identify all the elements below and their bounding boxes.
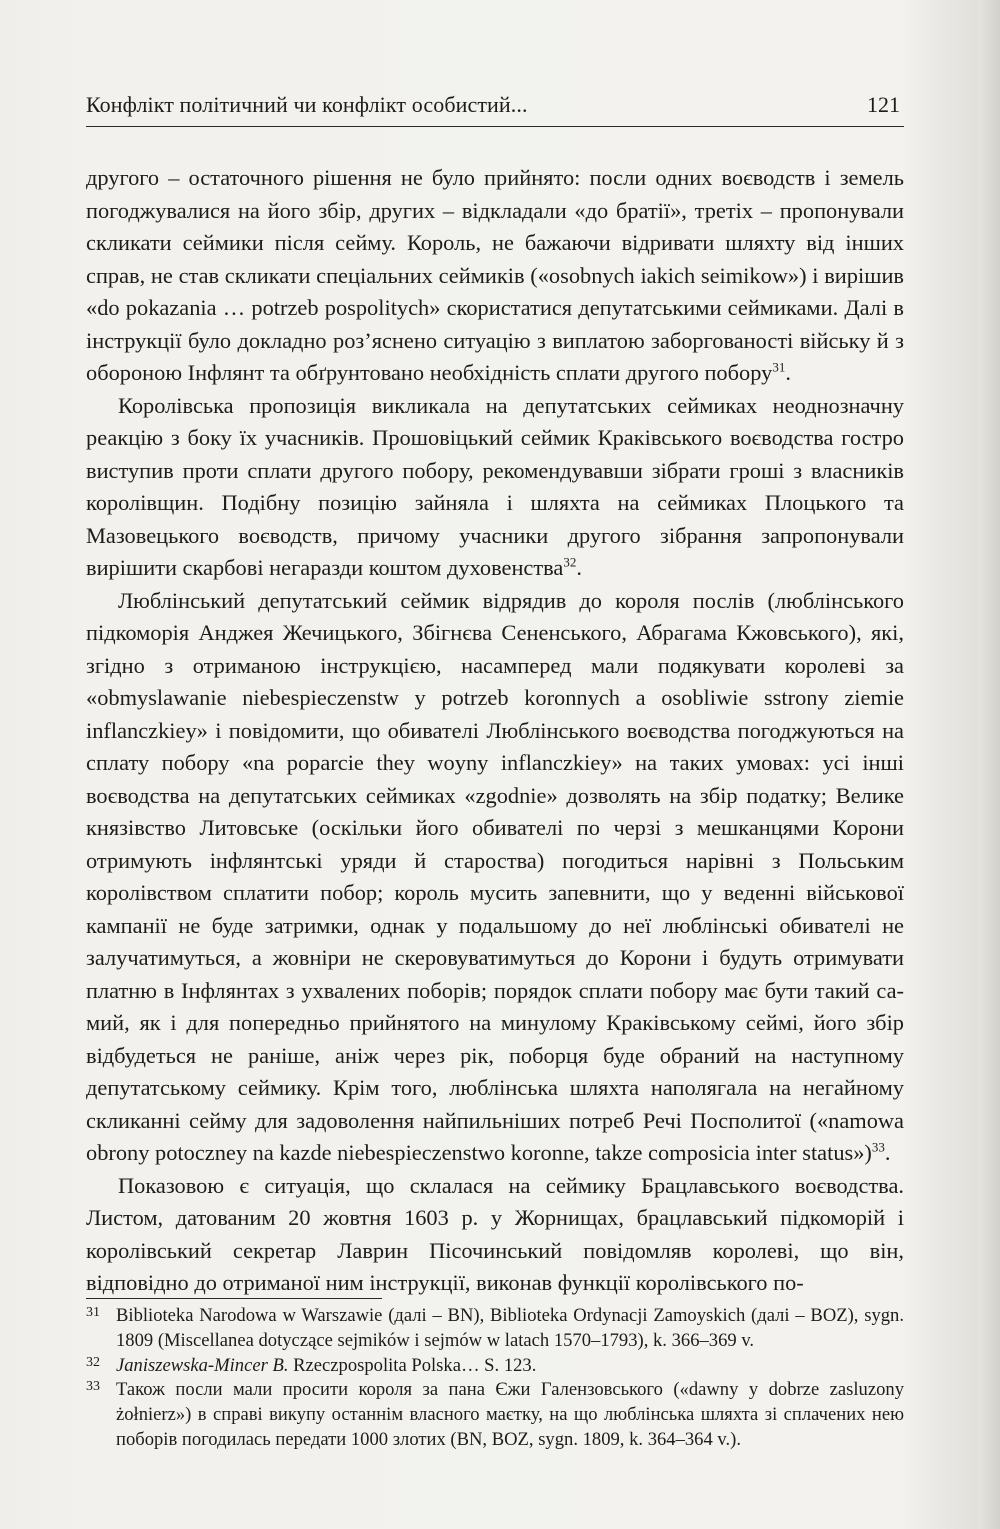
paragraph-3-text: Люблінський депутатський сеймик відрядив до короля послів (люблінського підкоморія Анджея Жечицького, Збігнєва Сененського, Абрагама Кжовського), які, згідно з отриманою інструкцією, насамперед мали подякувати королеві за «obmyslawanie niebespieczenstw у potrzeb koronnych a osobliwie sstrony ziemie inflanczkiey» і повідомити, що обивателі Люблінського воєводства погоджуються на сплату побору «na poparcie they woyny inflanczkiey» на таких умовах: усі інші воєводства на депутатських сеймиках «zgodnie» дозволять на збір податку; Велике князівство Литовське (оскільки його обивателі по черзі з мешканцями Корони отримують інфлянтські уряди й староства) погодиться нарівні з Польським королівством сплатити побор; король мусить запевнити, що у веденні військової кампанії не буде затримки, однак у подальшому до неї люблінські обивателі не залучатимуться, а жовніри не скеровуватимуться до Корони і будуть отримувати платню в Інфлянтах з ухвалених поборів; порядок сплати побору має бути такий самий, як і для попередньо прийнятого на минулому Краківському сеймі, його збір відбудеться не раніше, аніж через рік, поборця буде обраний на наступному депутатському сеймику. Крім того, люблінська шляхта наполягала на негайному скликанні сейму для задоволення найпильніших потреб Речі Посполитої («namowa obrony potoczney na kazde niebespieczenstwo koronne, takze composicia inter status») xyxy=(86,587,904,1165)
footnote-31 xyxy=(86,1304,904,1354)
footnote-text: Також посли мали просити короля за пана Єжи Галензовського («dawny у dobrze zasluzony żołnierz») в справі викупу останнім власного маєтку, на що люблінська шляхта зі сплачених нею поборів погодилась передати 1000 злотих (BN, BOZ, sygn. 1809, k. 364–364 v.). xyxy=(116,1379,904,1450)
footnote-text: Rzeczpospolita Polska… S. 123. xyxy=(288,1354,537,1376)
footnote-ref-33: 33 xyxy=(871,1139,885,1155)
footnotes xyxy=(86,1304,904,1453)
main-text xyxy=(86,162,904,1300)
footnote-number: 32 xyxy=(86,1354,100,1370)
paragraph-1 xyxy=(86,162,904,390)
footnote-ref-31: 31 xyxy=(772,359,786,375)
paragraph-1-text: другого – остаточного рішення не було прийнято: посли одних воєводств і земель погоджувалися на його збір, других – відкладали «до братії», третіх – пропонували скликати сеймики після сейму. Король, не бажаючи відривати шляхту від інших справ, не став скликати спеціальних сеймиків («osobnych iakich seimikow») і вирішив «do pokazania … potrzeb pospolitych» скористатися депутатськими сеймиками. Далі в інструкції було докладно роз’яснено ситуацію з виплатою заборгованості війську й з обороною Інфлянт та обґрунтовано необхідність сплати другого побору xyxy=(86,165,904,385)
paragraph-2-text: Королівська пропозиція викликала на депутатських сеймиках неоднозначну реакцію з боку їх учасників. Прошовіцький сеймик Краківського воєводства гостро виступив проти сплати другого побору, рекомендувавши зібрати гроші з власників королівщин. Подібну позицію зайняла і шляхта на сеймиках Плоцького та Мазовецького воєводств, причому учасники другого зібрання запропонували вирішити скарбові негаразди коштом духовенства xyxy=(86,392,904,580)
paragraph-2-end: . xyxy=(576,555,582,580)
footnote-text: Biblioteka Narodowa w Warszawie (далі – BN), Biblioteka Ordynacji Zamoyskich (далі – BOZ), sygn. 1809 (Miscellanea dotyczące sejmików i sejmów w latach 1570–1793), k. 366–369 v. xyxy=(116,1305,904,1351)
paragraph-3-end: . xyxy=(884,1140,891,1165)
paragraph-4 xyxy=(86,1170,904,1300)
footnote-ref-32: 32 xyxy=(563,554,577,570)
footnote-number: 33 xyxy=(86,1379,100,1395)
running-title: Конфлікт політичний чи конфлікт особистий... xyxy=(86,92,528,117)
paragraph-2 xyxy=(86,390,904,585)
footnote-author: Janiszewska-Mincer B. xyxy=(116,1354,289,1376)
paragraph-3 xyxy=(86,585,904,1170)
paragraph-4-text: Показовою є ситуація, що склалася на сеймику Брацлавського воєводства. Листом, датованим 20 жовтня 1603 р. у Жорнищах, брацлавський підкоморій і королівський секретар Лаврин Пісочинський повідомляв королеві, що він, відповідно до отриманої ним інструкції, виконав функції королівського по- xyxy=(86,1172,904,1295)
footnote-33 xyxy=(86,1378,904,1452)
page-number: 121 xyxy=(867,92,900,117)
next-page-edge xyxy=(978,0,1000,1529)
running-header xyxy=(86,92,904,127)
footnote-divider xyxy=(86,1298,382,1299)
footnote-number: 31 xyxy=(86,1305,100,1320)
paragraph-1-end: . xyxy=(785,360,791,385)
footnote-32 xyxy=(86,1354,904,1379)
